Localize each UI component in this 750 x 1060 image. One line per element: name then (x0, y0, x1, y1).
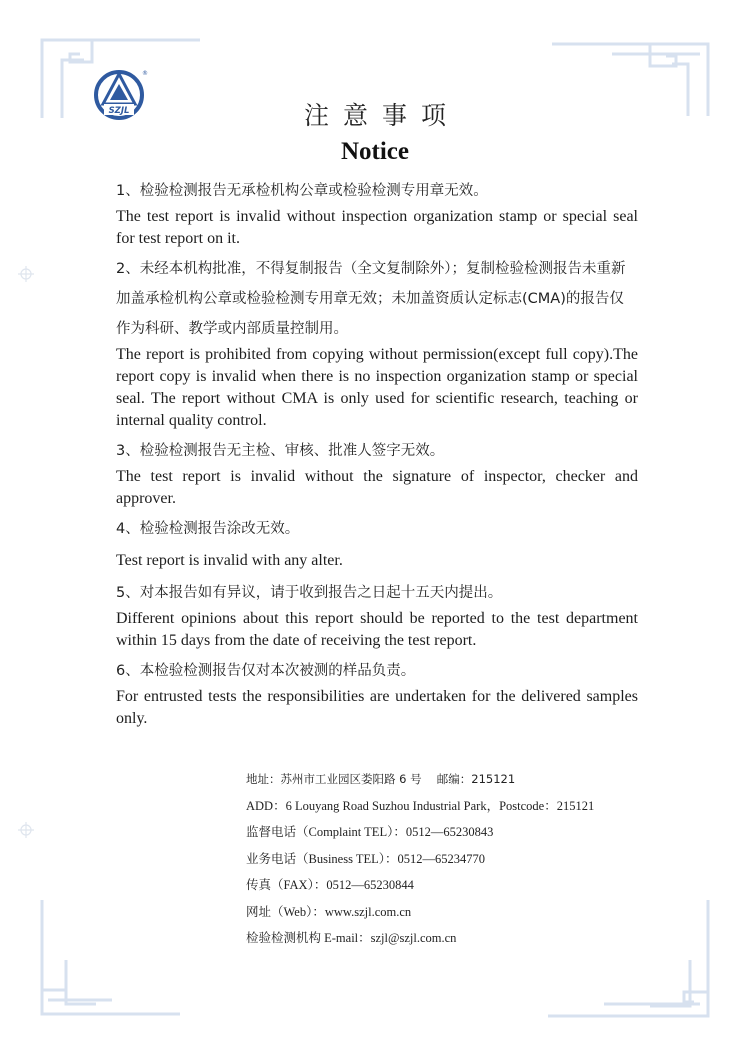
notice-5-chinese: 5、对本报告如有异议，请于收到报告之日起十五天内提出。 (116, 585, 503, 601)
notice-1-chinese: 1、检验检测报告无承检机构公章或检验检测专用章无效。 (116, 183, 488, 199)
notice-1-english: The test report is invalid without inspection organization stamp or special seal for test report on it. (116, 208, 638, 247)
notice-list (116, 176, 638, 734)
notice-item-2 (116, 254, 638, 432)
notice-6-chinese: 6、本检验检测报告仅对本次被测的样品负责。 (116, 663, 416, 679)
notice-5-english: Different opinions about this report should be reported to the test department within 15 days from the date of receiving the test report. (116, 610, 638, 649)
page-title-chinese: 注意事项 (303, 101, 460, 130)
business-phone: 业务电话（Business TEL）：0512—65234770 (246, 851, 486, 866)
notice-item-5 (116, 578, 638, 652)
notice-item-6 (116, 656, 638, 730)
svg-text:SZJL: SZJL (108, 106, 130, 116)
address-chinese: 地址：苏州市工业园区娄阳路 6 号 邮编：215121 (246, 772, 516, 786)
page-title-english: Notice (340, 138, 410, 165)
notice-item-1 (116, 176, 638, 250)
contact-block (246, 766, 666, 952)
notice-2-chinese: 2、未经本机构批准，不得复制报告（全文复制除外）；复制检验检测报告未重新加盖承检机构公章或检验检测专用章无效；未加盖资质认定标志(CMA)的报告仅作为科研、教学或内部质量控制用。 (116, 261, 626, 337)
notice-4-english: Test report is invalid with any alter. (116, 552, 343, 569)
complaint-phone: 监督电话（Complaint TEL）：0512—65230843 (246, 825, 494, 839)
notice-4-chinese: 4、检验检测报告涂改无效。 (116, 521, 300, 537)
notice-item-4 (116, 514, 638, 572)
notice-2-english: The report is prohibited from copying without permission(except full copy).The report copy is invalid when there is no inspection organization stamp or special seal. The report without CMA is only used for scientific research, teaching or internal quality control. (116, 346, 638, 429)
svg-text:®: ® (142, 70, 148, 77)
notice-item-3 (116, 436, 638, 510)
notice-6-english: For entrusted tests the responsibilities are undertaken for the delivered samples only. (116, 688, 638, 727)
website-link[interactable]: 网址（Web）：www.szjl.com.cn (246, 904, 412, 919)
address-english: ADD：6 Louyang Road Suzhou Industrial Park，Postcode：215121 (246, 798, 595, 813)
notice-3-english: The test report is invalid without the signature of inspector, checker and approver. (116, 468, 638, 507)
notice-3-chinese: 3、检验检测报告无主检、审核、批准人签字无效。 (116, 443, 445, 459)
email-link[interactable]: 检验检测机构 E-mail：szjl@szjl.com.cn (246, 931, 457, 945)
fax-number: 传真（FAX）：0512—65230844 (246, 878, 414, 892)
